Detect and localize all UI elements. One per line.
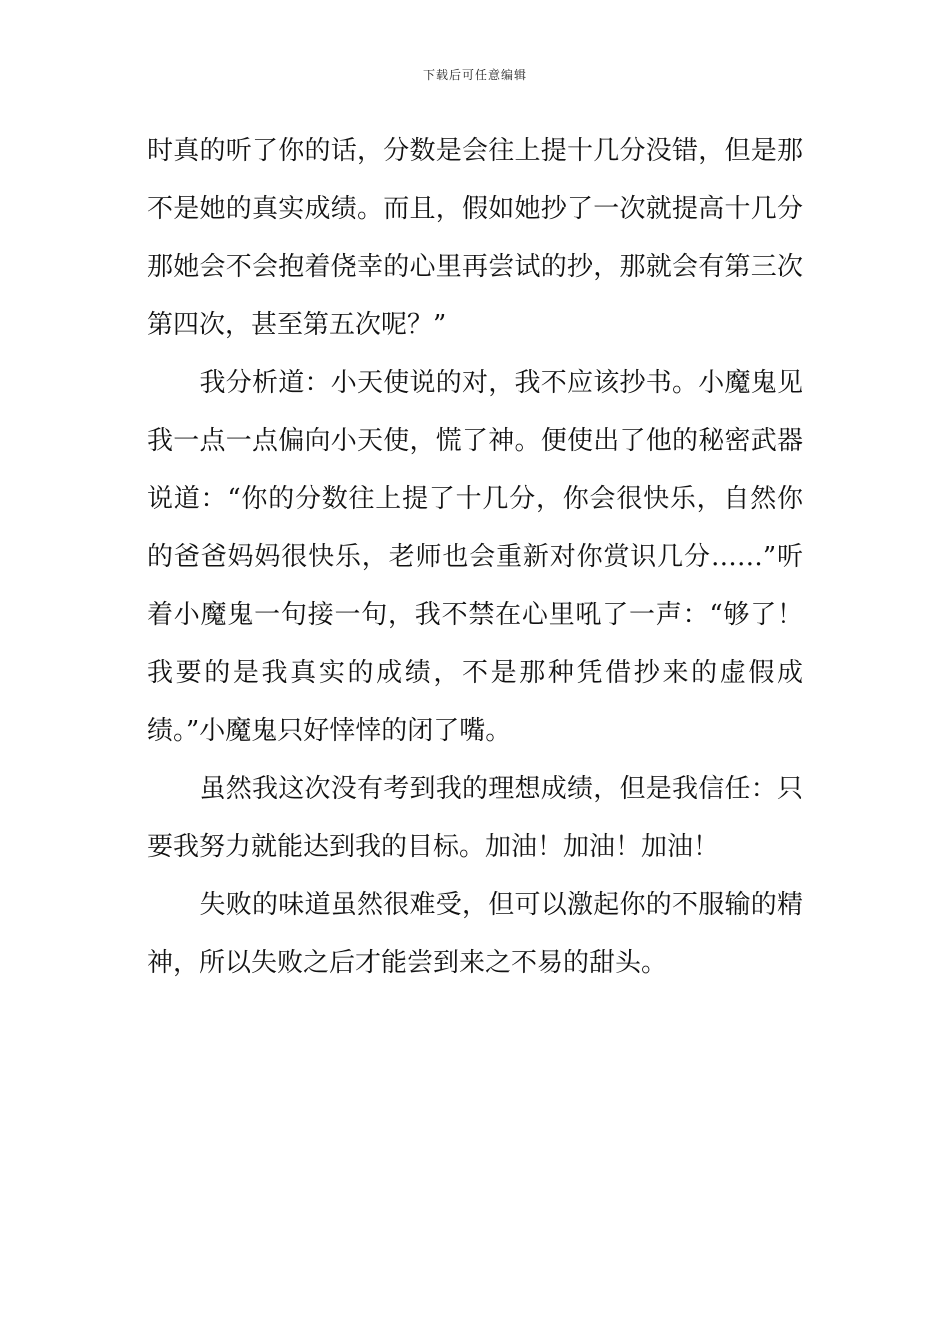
- text-line: 我一点一点偏向小天使，慌了神。便使出了他的秘密武器: [147, 426, 803, 456]
- text-line: 虽然我这次没有考到我的理想成绩，但是我信任：只: [147, 774, 803, 804]
- text-line: 我分析道：小天使说的对，我不应该抄书。小魔鬼见: [147, 368, 803, 398]
- text-line: 绩。”小魔鬼只好悻悻的闭了嘴。: [147, 716, 512, 746]
- text-line: 那她会不会抱着侥幸的心里再尝试的抄，那就会有第三次: [147, 252, 803, 282]
- text-line: 要我努力就能达到我的目标。加油！加油！加油！: [147, 832, 720, 862]
- text-line: 神，所以失败之后才能尝到来之不易的甜头。: [147, 948, 668, 978]
- text-line: 着小魔鬼一句接一句，我不禁在心里吼了一声：“够了！: [147, 600, 803, 630]
- text-line: 时真的听了你的话，分数是会往上提十几分没错，但是那: [147, 136, 803, 166]
- text-line: 我要的是我真实的成绩，不是那种凭借抄来的虚假成: [147, 658, 803, 688]
- header-note: 下载后可任意编辑: [422, 68, 527, 82]
- document-body: [147, 122, 803, 992]
- text-line: 第四次，甚至第五次呢？”: [147, 310, 447, 340]
- text-line: 说道：“你的分数往上提了十几分，你会很快乐，自然你: [147, 484, 803, 514]
- text-line: 的爸爸妈妈很快乐，老师也会重新对你赏识几分……”听: [147, 542, 803, 572]
- text-line: 失败的味道虽然很难受，但可以激起你的不服输的精: [147, 890, 803, 920]
- text-line: 不是她的真实成绩。而且，假如她抄了一次就提高十几分: [147, 194, 803, 224]
